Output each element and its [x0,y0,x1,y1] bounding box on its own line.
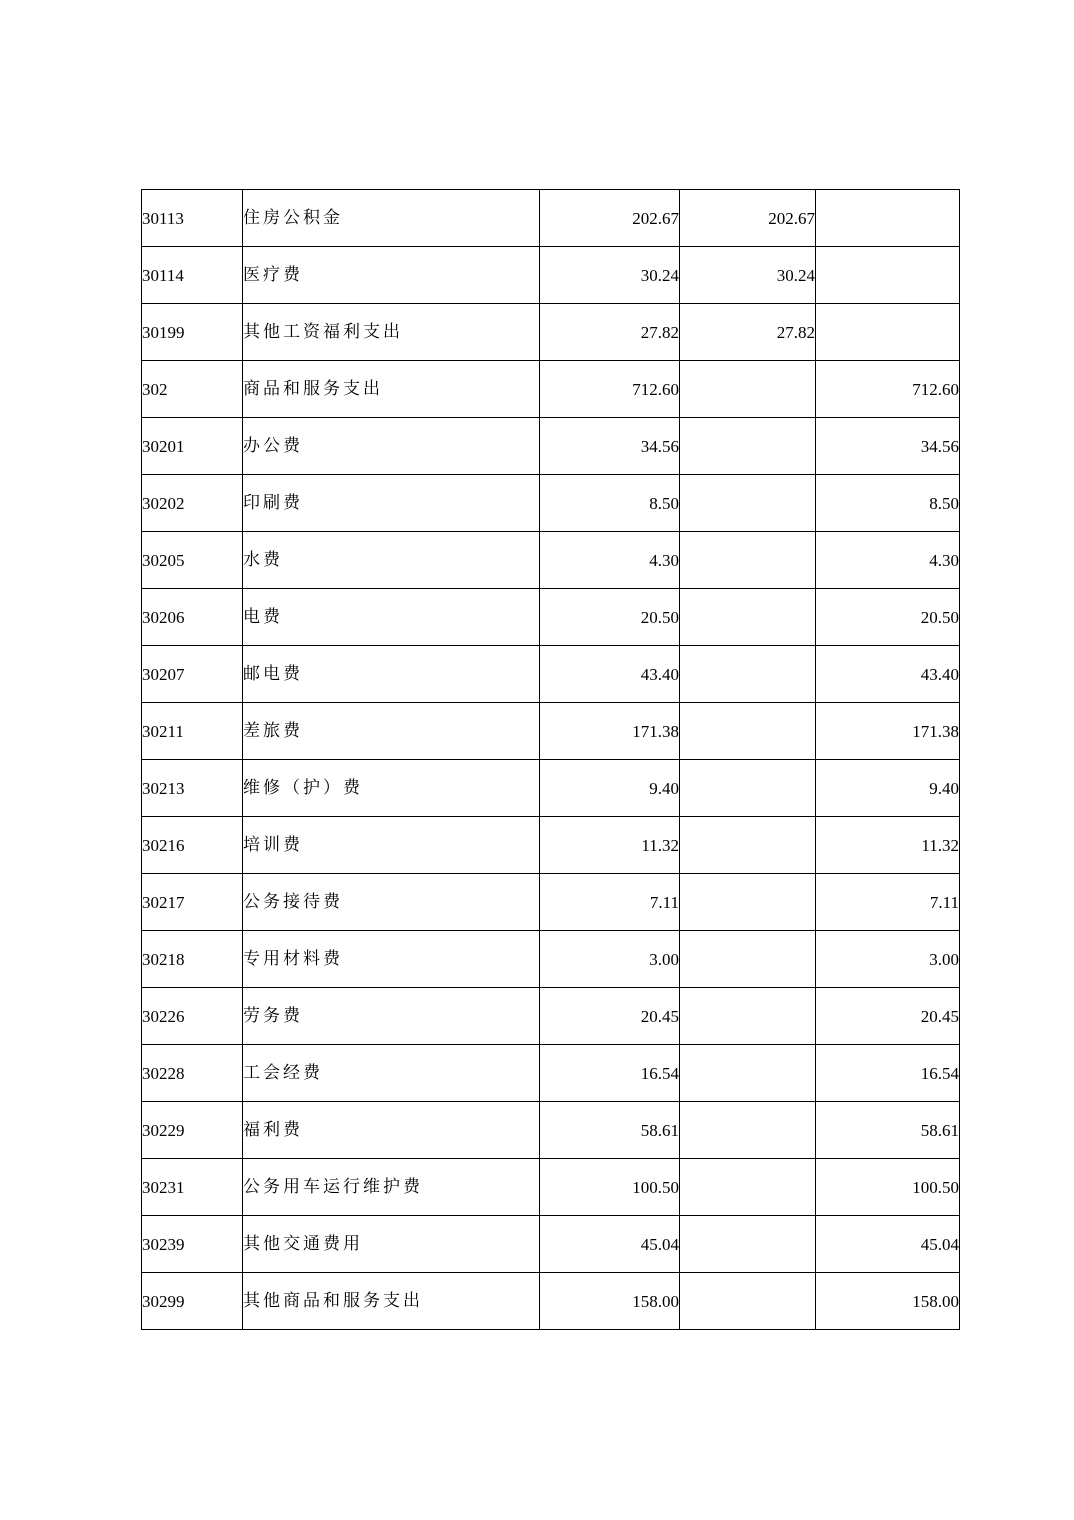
project-expenditure-cell: 3.00 [816,931,960,988]
basic-expenditure-cell [680,1273,816,1330]
item-name-cell: 电费 [243,589,540,646]
basic-expenditure-cell [680,1045,816,1102]
project-expenditure-cell: 20.45 [816,988,960,1045]
basic-expenditure-cell [680,817,816,874]
item-name-cell: 公务接待费 [243,874,540,931]
table-row [142,1102,960,1159]
basic-expenditure-cell: 202.67 [680,190,816,247]
basic-expenditure-cell [680,361,816,418]
table-row [142,532,960,589]
item-name-cell: 工会经费 [243,1045,540,1102]
project-expenditure-cell [816,190,960,247]
table-row [142,817,960,874]
table-row [142,1273,960,1330]
total-amount-cell: 45.04 [540,1216,680,1273]
table-row [142,988,960,1045]
project-expenditure-cell: 16.54 [816,1045,960,1102]
total-amount-cell: 171.38 [540,703,680,760]
code-cell: 30206 [142,589,243,646]
code-cell: 30211 [142,703,243,760]
total-amount-cell: 16.54 [540,1045,680,1102]
basic-expenditure-cell [680,760,816,817]
basic-expenditure-cell [680,988,816,1045]
item-name-cell: 邮电费 [243,646,540,703]
code-cell: 302 [142,361,243,418]
total-amount-cell: 3.00 [540,931,680,988]
basic-expenditure-cell [680,418,816,475]
total-amount-cell: 202.67 [540,190,680,247]
table-body [142,190,960,1330]
code-cell: 30226 [142,988,243,1045]
table-row [142,760,960,817]
table-row [142,1216,960,1273]
project-expenditure-cell: 100.50 [816,1159,960,1216]
project-expenditure-cell: 712.60 [816,361,960,418]
code-cell: 30207 [142,646,243,703]
project-expenditure-cell [816,304,960,361]
basic-expenditure-cell [680,589,816,646]
project-expenditure-cell: 9.40 [816,760,960,817]
table-row [142,703,960,760]
total-amount-cell: 43.40 [540,646,680,703]
project-expenditure-cell: 8.50 [816,475,960,532]
total-amount-cell: 27.82 [540,304,680,361]
item-name-cell: 差旅费 [243,703,540,760]
table-row [142,931,960,988]
basic-expenditure-cell [680,1159,816,1216]
item-name-cell: 培训费 [243,817,540,874]
basic-expenditure-cell [680,646,816,703]
basic-expenditure-cell [680,1102,816,1159]
basic-expenditure-cell [680,475,816,532]
total-amount-cell: 20.50 [540,589,680,646]
code-cell: 30201 [142,418,243,475]
basic-expenditure-cell [680,931,816,988]
project-expenditure-cell: 34.56 [816,418,960,475]
item-name-cell: 其他交通费用 [243,1216,540,1273]
total-amount-cell: 158.00 [540,1273,680,1330]
item-name-cell: 住房公积金 [243,190,540,247]
table-row [142,361,960,418]
table-row [142,418,960,475]
code-cell: 30205 [142,532,243,589]
total-amount-cell: 34.56 [540,418,680,475]
code-cell: 30199 [142,304,243,361]
code-cell: 30217 [142,874,243,931]
basic-expenditure-cell [680,703,816,760]
total-amount-cell: 8.50 [540,475,680,532]
item-name-cell: 劳务费 [243,988,540,1045]
basic-expenditure-cell [680,532,816,589]
table-row [142,247,960,304]
total-amount-cell: 20.45 [540,988,680,1045]
code-cell: 30216 [142,817,243,874]
project-expenditure-cell [816,247,960,304]
code-cell: 30228 [142,1045,243,1102]
code-cell: 30213 [142,760,243,817]
project-expenditure-cell: 171.38 [816,703,960,760]
total-amount-cell: 11.32 [540,817,680,874]
total-amount-cell: 9.40 [540,760,680,817]
total-amount-cell: 30.24 [540,247,680,304]
total-amount-cell: 7.11 [540,874,680,931]
item-name-cell: 公务用车运行维护费 [243,1159,540,1216]
table-row [142,646,960,703]
table-row [142,1045,960,1102]
code-cell: 30231 [142,1159,243,1216]
item-name-cell: 医疗费 [243,247,540,304]
code-cell: 30239 [142,1216,243,1273]
item-name-cell: 办公费 [243,418,540,475]
total-amount-cell: 58.61 [540,1102,680,1159]
total-amount-cell: 100.50 [540,1159,680,1216]
project-expenditure-cell: 58.61 [816,1102,960,1159]
basic-expenditure-cell [680,874,816,931]
table-row [142,874,960,931]
table-row [142,475,960,532]
table-row [142,304,960,361]
project-expenditure-cell: 4.30 [816,532,960,589]
item-name-cell: 维修（护）费 [243,760,540,817]
project-expenditure-cell: 158.00 [816,1273,960,1330]
basic-expenditure-cell [680,1216,816,1273]
project-expenditure-cell: 7.11 [816,874,960,931]
code-cell: 30113 [142,190,243,247]
code-cell: 30218 [142,931,243,988]
table-row [142,1159,960,1216]
item-name-cell: 专用材料费 [243,931,540,988]
table-row [142,190,960,247]
basic-expenditure-cell: 27.82 [680,304,816,361]
item-name-cell: 其他工资福利支出 [243,304,540,361]
item-name-cell: 水费 [243,532,540,589]
item-name-cell: 印刷费 [243,475,540,532]
project-expenditure-cell: 20.50 [816,589,960,646]
project-expenditure-cell: 45.04 [816,1216,960,1273]
table-row [142,589,960,646]
item-name-cell: 福利费 [243,1102,540,1159]
total-amount-cell: 712.60 [540,361,680,418]
item-name-cell: 其他商品和服务支出 [243,1273,540,1330]
project-expenditure-cell: 43.40 [816,646,960,703]
total-amount-cell: 4.30 [540,532,680,589]
code-cell: 30114 [142,247,243,304]
item-name-cell: 商品和服务支出 [243,361,540,418]
expenditure-table [141,189,960,1330]
project-expenditure-cell: 11.32 [816,817,960,874]
basic-expenditure-cell: 30.24 [680,247,816,304]
code-cell: 30299 [142,1273,243,1330]
code-cell: 30202 [142,475,243,532]
code-cell: 30229 [142,1102,243,1159]
